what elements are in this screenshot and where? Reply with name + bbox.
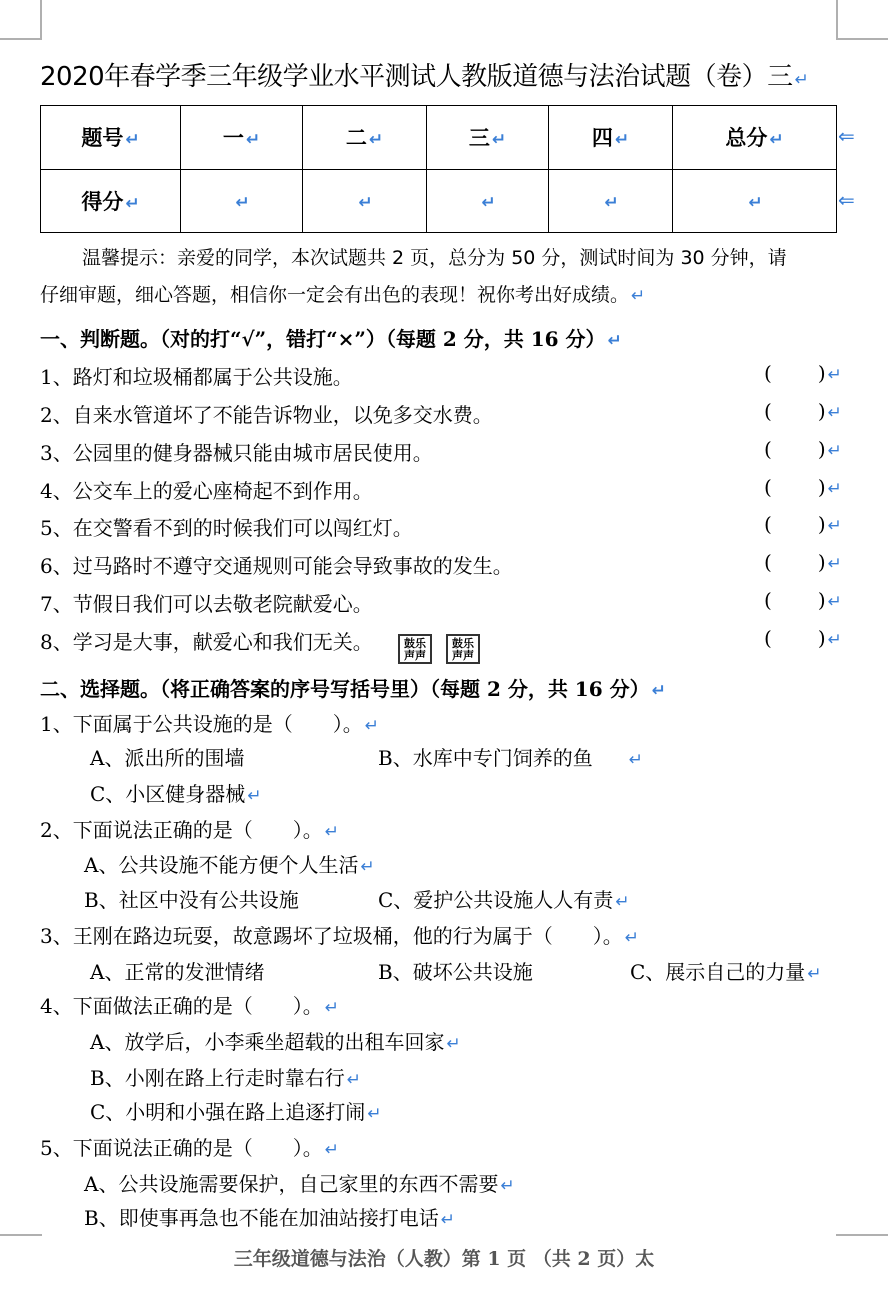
tip-line-1: 温馨提示：亲爱的同学，本次试题共 2 页，总分为 50 分，测试时间为 30 分钟，请 bbox=[82, 247, 787, 269]
option: C、展示自己的力量 ↵ bbox=[630, 960, 822, 984]
answer-paren[interactable]: ( ) ↵ bbox=[764, 475, 842, 499]
option: A、正常的发泄情绪 bbox=[90, 960, 265, 984]
score-table-score-row bbox=[41, 169, 837, 233]
question-stem: 1、下面属于公共设施的是（ ）。 ↵ bbox=[40, 712, 379, 736]
option: B、水库中专门饲养的鱼 ↵ bbox=[378, 746, 643, 770]
answer-paren[interactable]: ( ) ↵ bbox=[764, 512, 842, 536]
stamp-image: 鼓乐 声声 bbox=[446, 634, 480, 664]
crop-mark bbox=[836, 38, 888, 40]
judge-item: 4、公交车上的爱心座椅起不到作用。 bbox=[40, 479, 373, 503]
score-header-cell: 二 ↵ bbox=[303, 106, 427, 170]
option: A、公共设施需要保护，自己家里的东西不需要 ↵ bbox=[84, 1172, 515, 1196]
option: B、即使事再急也不能在加油站接打电话 ↵ bbox=[84, 1206, 455, 1230]
score-header-cell: 一 ↵ bbox=[181, 106, 303, 170]
row-end-mark: ⇐ bbox=[838, 124, 855, 148]
answer-paren[interactable]: ( ) ↵ bbox=[764, 361, 842, 385]
score-header-cell: 总分 ↵ bbox=[673, 106, 837, 170]
page-title: 2020年春学季三年级学业水平测试人教版道德与法治试题（卷）三 ↵ bbox=[40, 62, 809, 92]
score-cell[interactable]: ↵ bbox=[303, 169, 427, 233]
option: A、公共设施不能方便个人生活 ↵ bbox=[84, 853, 375, 877]
crop-mark bbox=[40, 0, 42, 40]
tip-line-2: 仔细审题，细心答题，相信你一定会有出色的表现！祝你考出好成绩。 ↵ bbox=[40, 284, 646, 306]
judge-item: 5、在交警看不到的时候我们可以闯红灯。 bbox=[40, 516, 413, 540]
score-table bbox=[40, 105, 837, 233]
score-cell[interactable]: ↵ bbox=[181, 169, 303, 233]
option: A、放学后，小李乘坐超载的出租车回家 ↵ bbox=[90, 1030, 461, 1054]
score-row-label: 得分 ↵ bbox=[41, 169, 181, 233]
option: B、小刚在路上行走时靠右行 ↵ bbox=[90, 1066, 361, 1090]
answer-paren[interactable]: ( ) ↵ bbox=[764, 437, 842, 461]
answer-paren[interactable]: ( ) ↵ bbox=[764, 626, 842, 650]
answer-paren[interactable]: ( ) ↵ bbox=[764, 399, 842, 423]
section2-heading: 二、选择题。（将正确答案的序号写括号里）（每题 2 分，共 16 分） ↵ bbox=[40, 677, 666, 701]
answer-paren[interactable]: ( ) ↵ bbox=[764, 550, 842, 574]
judge-item: 8、学习是大事，献爱心和我们无关。 bbox=[40, 630, 373, 654]
crop-mark bbox=[0, 1234, 42, 1236]
option: A、派出所的围墙 bbox=[90, 746, 245, 770]
option: B、破坏公共设施 bbox=[378, 960, 533, 984]
page-footer: 三年级道德与法治（人教）第 1 页 （共 2 页）太 bbox=[233, 1248, 655, 1270]
judge-item: 1、路灯和垃圾桶都属于公共设施。 bbox=[40, 365, 353, 389]
question-stem: 5、下面说法正确的是（ ）。 ↵ bbox=[40, 1136, 339, 1160]
row-end-mark: ⇐ bbox=[838, 188, 855, 212]
judge-item: 3、公园里的健身器械只能由城市居民使用。 bbox=[40, 441, 433, 465]
crop-mark bbox=[0, 38, 42, 40]
crop-mark bbox=[836, 1234, 888, 1236]
crop-mark bbox=[836, 0, 838, 40]
judge-item: 6、过马路时不遵守交通规则可能会导致事故的发生。 bbox=[40, 554, 513, 578]
answer-paren[interactable]: ( ) ↵ bbox=[764, 588, 842, 612]
judge-item: 2、自来水管道坏了不能告诉物业，以免多交水费。 bbox=[40, 403, 493, 427]
score-cell[interactable]: ↵ bbox=[673, 169, 837, 233]
score-header-cell: 题号 ↵ bbox=[41, 106, 181, 170]
stamp-image: 鼓乐 声声 bbox=[398, 634, 432, 664]
question-stem: 4、下面做法正确的是（ ）。 ↵ bbox=[40, 994, 339, 1018]
question-stem: 3、王刚在路边玩耍，故意踢坏了垃圾桶，他的行为属于（ ）。 ↵ bbox=[40, 924, 639, 948]
score-cell[interactable]: ↵ bbox=[549, 169, 673, 233]
score-cell[interactable]: ↵ bbox=[427, 169, 549, 233]
option: B、社区中没有公共设施 bbox=[84, 888, 299, 912]
question-stem: 2、下面说法正确的是（ ）。 ↵ bbox=[40, 818, 339, 842]
score-header-cell: 四 ↵ bbox=[549, 106, 673, 170]
option: C、爱护公共设施人人有责 ↵ bbox=[378, 888, 630, 912]
option: C、小区健身器械 ↵ bbox=[90, 782, 262, 806]
section1-heading: 一、判断题。（对的打“√”，错打“×”）（每题 2 分，共 16 分） ↵ bbox=[40, 327, 622, 351]
option: C、小明和小强在路上追逐打闹 ↵ bbox=[90, 1100, 382, 1124]
score-table-header-row bbox=[41, 106, 837, 170]
judge-item: 7、节假日我们可以去敬老院献爱心。 bbox=[40, 592, 373, 616]
score-header-cell: 三 ↵ bbox=[427, 106, 549, 170]
